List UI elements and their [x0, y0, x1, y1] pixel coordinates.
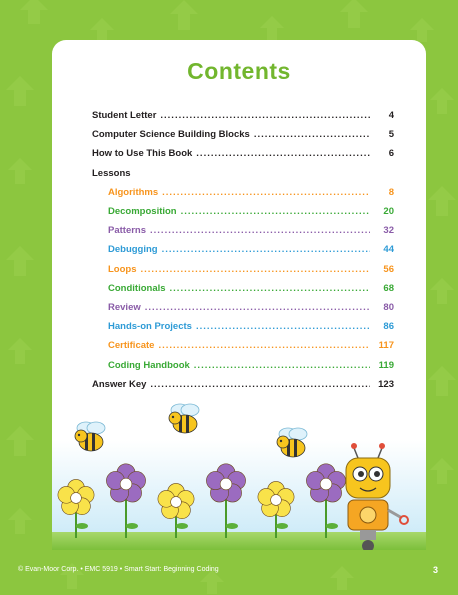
toc-entry [92, 298, 394, 317]
toc-leader-dots [170, 283, 370, 294]
toc-entry [92, 317, 394, 336]
toc-entry [92, 164, 394, 183]
toc-entry-page: 32 [383, 225, 394, 237]
toc-entry [92, 375, 394, 394]
toc-entry-page: 44 [383, 244, 394, 256]
toc-entry-label: Review [108, 301, 141, 313]
toc-entry [92, 144, 394, 163]
toc-entry-label: Hands-on Projects [108, 321, 192, 333]
toc-entry-label: Coding Handbook [108, 359, 190, 371]
toc-leader-dots [196, 321, 370, 332]
toc-entry [92, 221, 394, 240]
toc-entry-page: 80 [383, 301, 394, 313]
toc-entry [92, 336, 394, 355]
toc-leader-dots [158, 340, 370, 351]
toc-entry-label: Answer Key [92, 378, 147, 390]
toc-entry-page: 6 [388, 148, 394, 160]
toc-leader-dots [150, 379, 370, 390]
toc-entry-page: 56 [383, 263, 394, 275]
toc-leader-dots [160, 110, 370, 121]
toc-entry [92, 106, 394, 125]
toc-entry-label: Certificate [108, 340, 155, 352]
toc-leader-dots [181, 206, 370, 217]
toc-entry [92, 202, 394, 221]
toc-entry-label: Conditionals [108, 282, 166, 294]
toc-entry-label: Algorithms [108, 186, 159, 198]
toc-entry-label: Patterns [108, 225, 147, 237]
toc-leader-dots [196, 148, 370, 159]
toc-entry [92, 260, 394, 279]
toc-entry-label: Loops [108, 263, 137, 275]
page-title: Contents [187, 58, 291, 84]
table-of-contents [92, 106, 394, 394]
page-number: 3 [432, 565, 438, 575]
toc-entry-page: 117 [378, 340, 394, 352]
toc-entry-page: 4 [388, 110, 394, 122]
toc-entry [92, 125, 394, 144]
toc-entry-page: 86 [383, 321, 394, 333]
toc-entry [92, 240, 394, 259]
bee-icon [169, 404, 199, 433]
toc-entry-label: Decomposition [108, 206, 177, 218]
toc-entry [92, 279, 394, 298]
toc-leader-dots [162, 187, 370, 198]
toc-entry-page: 68 [383, 282, 394, 294]
toc-entry-page: 123 [378, 378, 394, 390]
toc-leader-dots [150, 225, 370, 236]
garden-illustration [52, 400, 426, 550]
toc-entry-label: Debugging [108, 244, 158, 256]
toc-entry-page: 5 [388, 129, 394, 141]
toc-entry-label: How to Use This Book [92, 148, 193, 160]
toc-entry-label: Lessons [92, 167, 131, 179]
toc-leader-dots [141, 264, 371, 275]
toc-entry-page: 119 [378, 359, 394, 371]
toc-leader-dots [254, 129, 370, 140]
toc-entry-page: 8 [388, 186, 394, 198]
toc-entry-label: Computer Science Building Blocks [92, 129, 250, 141]
toc-leader-dots [162, 244, 370, 255]
toc-leader-dots [145, 302, 370, 313]
toc-entry-label: Student Letter [92, 110, 157, 122]
toc-leader-dots [194, 360, 370, 371]
toc-entry [92, 355, 394, 374]
footer-credit: © Evan-Moor Corp. • EMC 5919 • Smart Start: Beginning Coding [18, 566, 219, 573]
toc-entry [92, 183, 394, 202]
toc-entry-page: 20 [383, 206, 394, 218]
